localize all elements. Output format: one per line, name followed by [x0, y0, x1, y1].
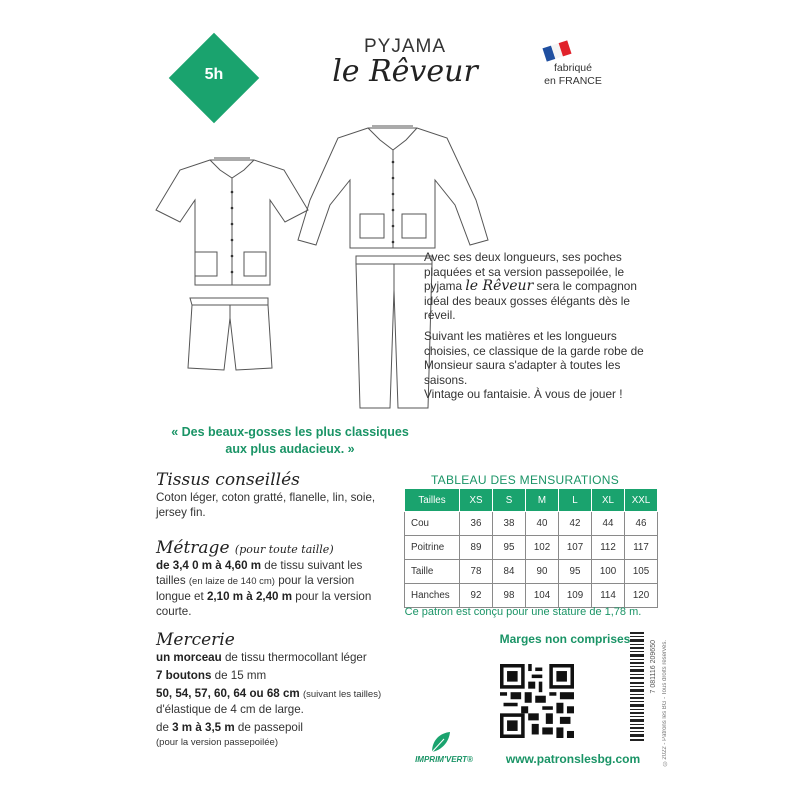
description-paragraph-2: Suivant les matières et les longueurs choisies, ce classique de la garde robe de Monsieur saura s'adapter à toutes les saisons.	[424, 328, 644, 387]
mercerie-item-2: 7 boutons de 15 mm	[156, 669, 267, 682]
table-row: Cou 36 38 40 42 44 46	[405, 512, 658, 536]
mercerie-item-1: un morceau de tissu thermocollant léger	[156, 651, 367, 664]
brand-inline: le Rêveur	[465, 278, 534, 295]
mercerie-heading: Mercerie	[156, 630, 235, 650]
table-row: Taille 78 84 90 95 100 105	[405, 560, 658, 584]
duration-label: 5h	[204, 66, 224, 83]
metrage-section	[156, 538, 382, 619]
metrage-heading: Métrage (pour toute taille)	[156, 538, 334, 558]
table-header-row	[405, 489, 658, 512]
barcode-icon	[630, 632, 644, 742]
table-row: Hanches 92 98 104 109 114 120	[405, 584, 658, 608]
tissus-section	[156, 470, 382, 520]
copyright: ©2022 - Patrons les BG - Tous droits réservés.	[662, 640, 668, 766]
stature-note: Ce patron est conçu pour une stature de 1,78 m.	[404, 606, 642, 618]
title-pyjama: PYJAMA	[363, 36, 447, 57]
measurements-table	[404, 488, 658, 608]
header-cell: L	[559, 489, 592, 512]
mercerie-item-3: 50, 54, 57, 60, 64 ou 68 cm (suivant les tailles) d'élastique de 4 cm de large.	[156, 687, 382, 716]
quote: « Des beaux-gosses les plus classiques aux plus audacieux. »	[171, 425, 409, 456]
website-link[interactable]: www.patronslesbg.com	[505, 752, 641, 766]
made-in-france: fabriqué en FRANCE	[544, 62, 602, 87]
header-cell: M	[526, 489, 559, 512]
header-cell: Tailles	[405, 489, 460, 512]
description-paragraph-3: Vintage ou fantaisie. À vous de jouer !	[424, 387, 623, 402]
header-cell: S	[493, 489, 526, 512]
title-brand: le Rêveur	[332, 54, 478, 89]
tissus-text: Coton léger, coton gratté, flanelle, lin, soie, jersey fin.	[156, 491, 376, 519]
tissus-heading: Tissus conseillés	[156, 470, 300, 490]
marges-note: Marges non comprises	[499, 632, 631, 646]
table-title: TABLEAU DES MENSURATIONS	[430, 473, 620, 487]
imprim-vert-label: IMPRIM'VERT®	[415, 755, 473, 764]
description-paragraph-1: Avec ses deux longueurs, ses poches plaquées et sa version passepoilée, le pyjama le Rêveur sera le compagnon idéal des beaux gosses élégants dès le réveil.	[424, 250, 637, 323]
metrage-text: de 3,4 0 m à 4,60 m de tissu suivant les tailles (en laize de 140 cm) pour la version longue et 2,10 m à 2,40 m pour la version courte.	[156, 559, 372, 618]
table-row: Poitrine 89 95 102 107 112 117	[405, 536, 658, 560]
header-cell: XXL	[625, 489, 658, 512]
header-cell: XS	[460, 489, 493, 512]
imprim-vert-leaf-icon	[428, 730, 452, 754]
mercerie-item-4: de 3 m à 3,5 m de passepoil (pour la version passepoilée)	[156, 721, 303, 748]
qr-code-icon	[500, 664, 574, 738]
header-cell: XL	[592, 489, 625, 512]
mercerie-section	[156, 630, 386, 750]
barcode-number: 7 081116 209650	[650, 640, 657, 694]
description	[424, 250, 646, 408]
